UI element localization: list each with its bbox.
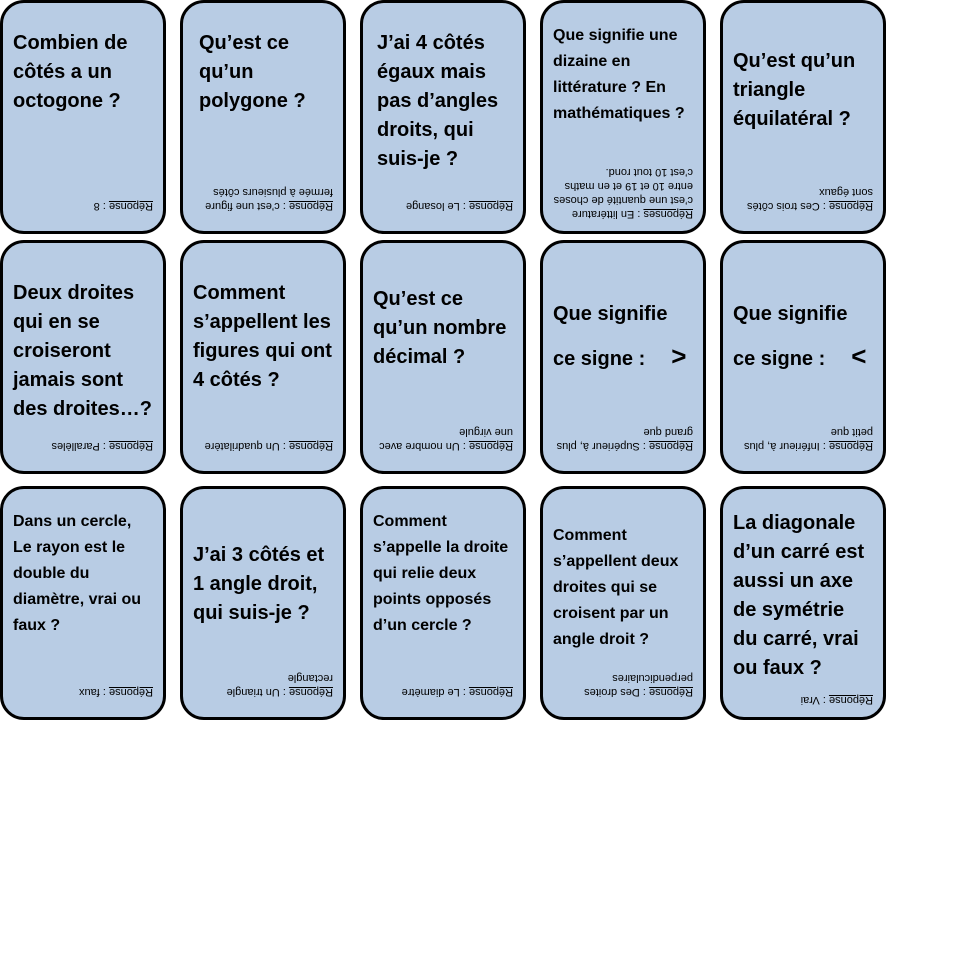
card-answer: Réponse : 8: [93, 200, 153, 212]
card-question: Deux droites qui en se croiseront jamais sont des droites…?: [13, 282, 152, 420]
card-answer: Réponse : Parallèles: [51, 440, 153, 452]
answer-text: Supérieur à, plus grand que: [556, 426, 693, 452]
answer-label: Réponse: [468, 200, 513, 212]
quiz-card: [0, 0, 166, 234]
answer-text: Un nombre avec une virgule: [379, 426, 513, 452]
answer-text: Un quadrilatère: [204, 440, 280, 452]
card-answer: Réponse : Des droites perpendiculaires: [584, 672, 693, 698]
card-answer: Réponse : Ces trois côtés sont égaux: [747, 186, 873, 212]
card-answer: Réponse : Un triangle rectangle: [226, 672, 333, 698]
card-answer: Réponse : Inférieur à, plus petit que: [743, 426, 873, 452]
answer-label: Réponse: [108, 440, 153, 452]
answer-label: Réponse: [828, 200, 873, 212]
answer-label: Réponse: [468, 440, 513, 452]
answer-label: Réponse: [468, 686, 513, 698]
answer-label: Réponse: [648, 440, 693, 452]
answer-text: Un triangle rectangle: [226, 672, 333, 698]
card-answer: Réponse : Le diamètre: [401, 686, 513, 698]
card-question: Qu’est ce qu’un nombre décimal ?: [373, 288, 507, 368]
card-question: Combien de côtés a un octogone ?: [13, 32, 128, 112]
card-question-block: [733, 293, 873, 380]
answer-label: Réponse: [108, 200, 153, 212]
quiz-card: [180, 240, 346, 474]
quiz-card: [720, 240, 886, 474]
answer-label: Réponse: [828, 440, 873, 452]
answer-label: Réponse: [288, 200, 333, 212]
answer-text: Le losange: [405, 200, 460, 212]
answer-text: faux: [78, 686, 100, 698]
answer-text: Inférieur à, plus petit que: [743, 426, 873, 452]
answer-text: c’est une figure fermée à plusieurs côtés: [205, 186, 333, 212]
card-answer: Réponse : Vrai: [800, 694, 873, 706]
answer-label: Réponses: [643, 208, 693, 220]
card-question: Comment s’appelle la droite qui relie deux points opposés d’un cercle ?: [373, 513, 509, 634]
answer-label: Réponse: [288, 440, 333, 452]
card-question: J’ai 4 côtés égaux mais pas d’angles droits, qui suis-je ?: [377, 32, 499, 170]
quiz-card: [720, 486, 886, 720]
card-answer: Réponse : Le losange: [405, 200, 513, 212]
quiz-card: [540, 486, 706, 720]
card-question: Qu’est qu’un triangle équilatéral ?: [733, 50, 856, 130]
answer-text: Parallèles: [51, 440, 100, 452]
card-question: Que signifie ce signe :: [553, 303, 668, 370]
answer-text: Vrai: [800, 694, 820, 706]
answer-text: Des droites perpendiculaires: [584, 672, 693, 698]
card-question: J’ai 3 côtés et 1 angle droit, qui suis-je ?: [193, 544, 325, 624]
answer-label: Réponse: [108, 686, 153, 698]
quiz-card: [360, 0, 526, 234]
answer-label: Réponse: [288, 686, 333, 698]
card-answer: Réponse : Un nombre avec une virgule: [379, 426, 513, 452]
card-question-block: [553, 293, 693, 380]
answer-label: Réponse: [828, 694, 873, 706]
card-question: Comment s’appellent les figures qui ont 4 côtés ?: [193, 282, 332, 391]
answer-text: Le diamètre: [401, 686, 460, 698]
quiz-card: [360, 486, 526, 720]
quiz-card: [180, 486, 346, 720]
answer-label: Réponse: [648, 686, 693, 698]
card-answer: Réponse : Un quadrilatère: [204, 440, 333, 452]
quiz-card: [360, 240, 526, 474]
answer-text: 8: [93, 200, 100, 212]
quiz-card: [540, 0, 706, 234]
card-question: Dans un cercle, Le rayon est le double du diamètre, vrai ou faux ?: [13, 513, 142, 634]
card-question: Que signifie une dizaine en littérature ? En mathématiques ?: [553, 27, 685, 122]
quiz-card: [0, 240, 166, 474]
quiz-card: [180, 0, 346, 234]
card-question: Que signifie ce signe :: [733, 303, 848, 370]
less-than-symbol: <: [851, 341, 867, 371]
quiz-card: [540, 240, 706, 474]
quiz-card: [720, 0, 886, 234]
quiz-card: [0, 486, 166, 720]
card-question: La diagonale d’un carré est aussi un axe de symétrie du carré, vrai ou faux ?: [733, 512, 865, 679]
answer-text: En littérature c’est une quantité de choses entre 10 et 19 et en maths c’est 10 tout rond.: [553, 166, 693, 220]
card-answer: Réponse : c’est une figure fermée à plusieurs côtés: [205, 186, 333, 212]
card-answer: Réponses : En littérature c’est une quantité de choses entre 10 et 19 et en maths c’est 10 tout rond.: [553, 166, 693, 220]
greater-than-symbol: >: [671, 341, 687, 371]
card-answer: Réponse : Supérieur à, plus grand que: [556, 426, 693, 452]
answer-text: Ces trois côtés sont égaux: [747, 186, 873, 212]
card-question: Qu’est ce qu’un polygone ?: [199, 32, 306, 112]
card-question: Comment s’appellent deux droites qui se croisent par un angle droit ?: [553, 527, 679, 648]
card-answer: Réponse : faux: [78, 686, 153, 698]
